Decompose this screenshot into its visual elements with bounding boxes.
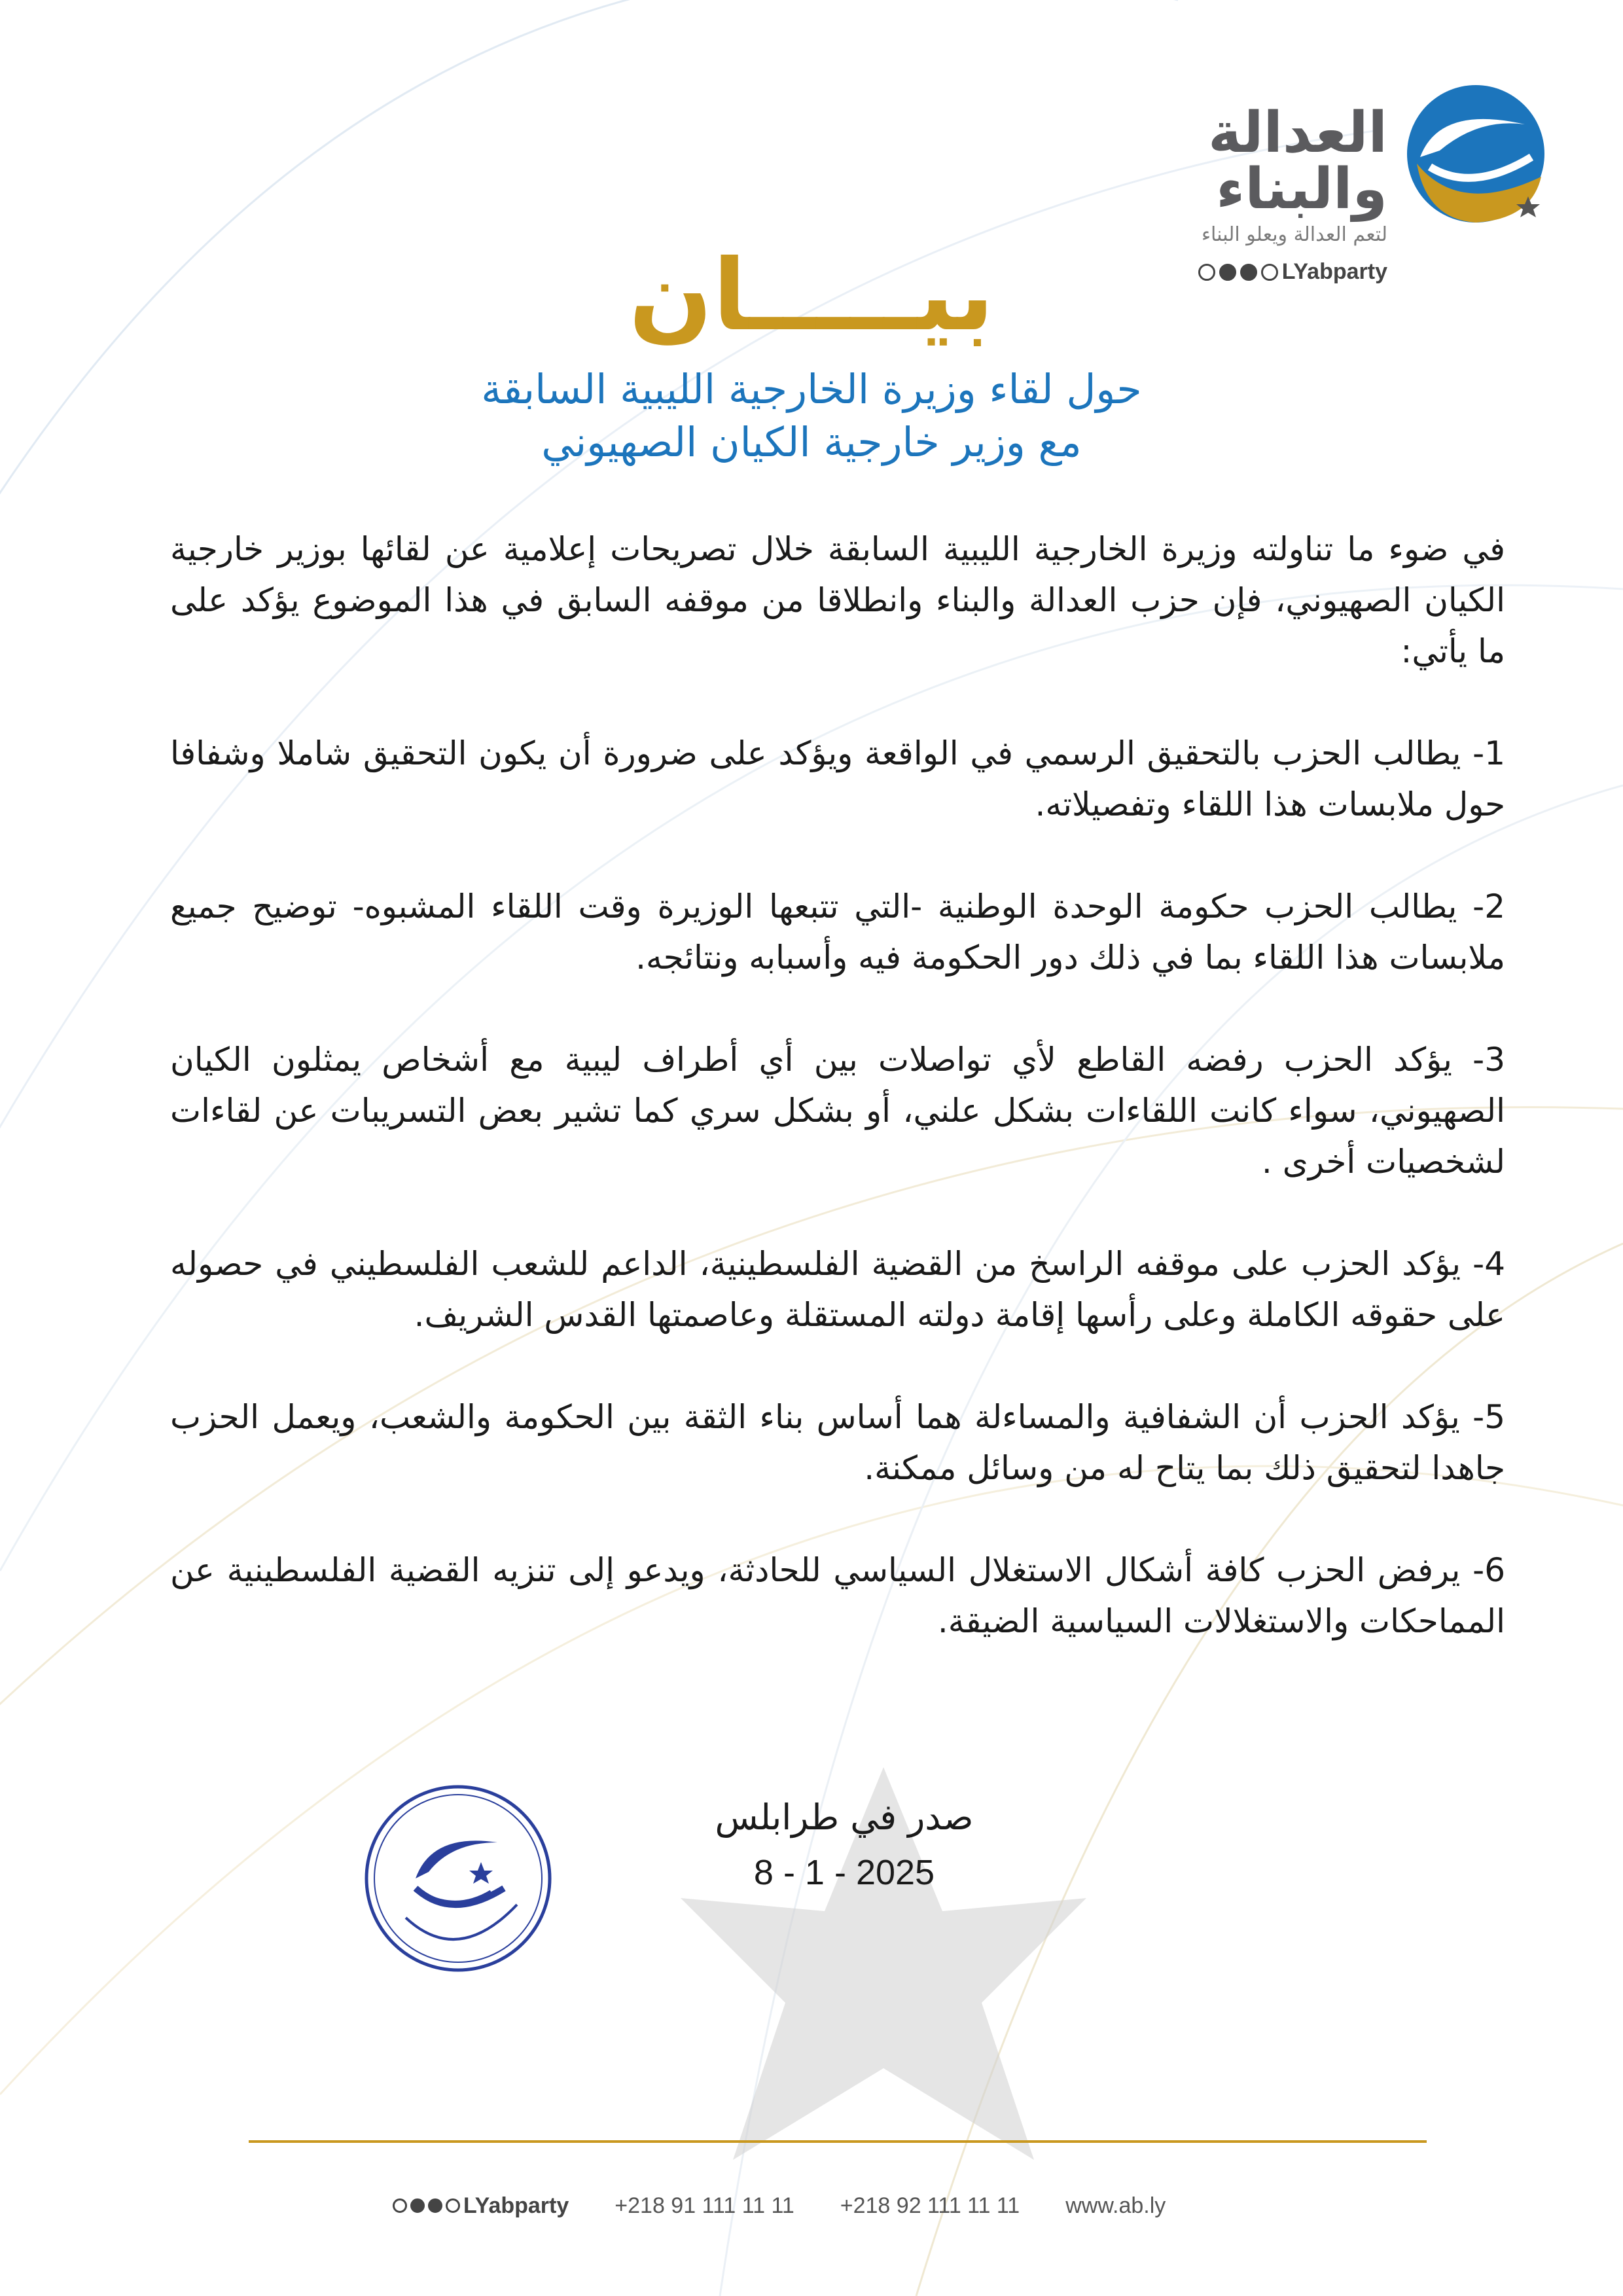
statement-subtitle — [0, 363, 1623, 469]
statement-title: بيـــــان — [628, 239, 995, 353]
subtitle-line-2: مع وزير خارجية الكيان الصهيوني — [541, 418, 1082, 466]
facebook-icon — [428, 2198, 442, 2213]
snapchat-icon — [393, 2198, 407, 2213]
point-6: 6- يرفض الحزب كافة أشكال الاستغلال السياسي للحادثة، ويدعو إلى تنزيه القضية الفلسطينية عن المماحكات والاستغلالات السياسية الضيقة. — [170, 1551, 1505, 1640]
subtitle-line-1: حول لقاء وزيرة الخارجية الليبية السابقة — [481, 365, 1142, 413]
point-1: 1- يطالب الحزب بالتحقيق الرسمي في الواقعة ويؤكد على ضرورة أن يكون التحقيق شاملا وشفافا حول ملابسات هذا اللقاء وتفصيلاته. — [170, 734, 1505, 823]
youtube-icon — [410, 2198, 425, 2213]
point-5: 5- يؤكد الحزب أن الشفافية والمساءلة هما أساس بناء الثقة بين الحكومة والشعب، ويعمل الحزب جاهدا لتحقيق ذلك بما يتاح له من وسائل ممكنة. — [170, 1398, 1505, 1487]
footer-social-handle: LYabparty — [463, 2193, 569, 2218]
point-4: 4- يؤكد الحزب على موقفه الراسخ من القضية الفلسطينية، الداعم للشعب الفلسطيني في حصوله على حقوقه الكاملة وعلى رأسها إقامة دولته المستقلة وعاصمتها القدس الشريف. — [170, 1245, 1505, 1334]
intro-paragraph: في ضوء ما تناولته وزيرة الخارجية الليبية السابقة خلال تصريحات إعلامية عن لقائها بوزير خارجية الكيان الصهيوني، فإن حزب العدالة والبناء وانطلاقا من موقفه السابق في هذا الموضوع يؤكد على ما يأتي: — [170, 530, 1505, 670]
party-emblem-icon — [1400, 79, 1551, 229]
footer-social — [393, 2193, 569, 2219]
logo-tagline: لتعم العدالة ويعلو البناء — [1201, 223, 1387, 246]
issued-place: صدر في طرابلس — [715, 1797, 974, 1838]
header-social-handle: LYabparty — [1281, 259, 1387, 284]
issued-date: 8 - 1 - 2025 — [753, 1853, 935, 1892]
point-2: 2- يطالب الحزب حكومة الوحدة الوطنية -التي تتبعها الوزيرة وقت اللقاء المشبوه- توضيح جميع ملابسات هذا اللقاء بما في ذلك دور الحكومة فيه وأسبابه ونتائجه. — [170, 888, 1505, 977]
statement-body — [170, 524, 1505, 1698]
footer — [393, 2189, 1309, 2222]
footer-divider — [249, 2140, 1427, 2143]
footer-phone-2: +218 92 111 11 11 — [840, 2193, 1020, 2218]
party-logo — [1027, 79, 1551, 284]
point-3: 3- يؤكد الحزب رفضه القاطع لأي تواصلات بين أي أطراف ليبية مع أشخاص يمثلون الكيان الصهيوني، سواء كانت اللقاءات بشكل علني، أو بشكل سري كما تشير بعض التسريبات عن لقاءات لشخصيات أخرى . — [170, 1041, 1505, 1181]
footer-website[interactable]: www.ab.ly — [1065, 2193, 1166, 2218]
instagram-icon — [446, 2198, 460, 2213]
party-seal-stamp — [360, 1780, 556, 1977]
issued-block — [707, 1790, 982, 1900]
logo-name: العدالة والبناء — [1208, 100, 1387, 222]
footer-phone-1: +218 91 111 11 11 — [615, 2193, 794, 2218]
